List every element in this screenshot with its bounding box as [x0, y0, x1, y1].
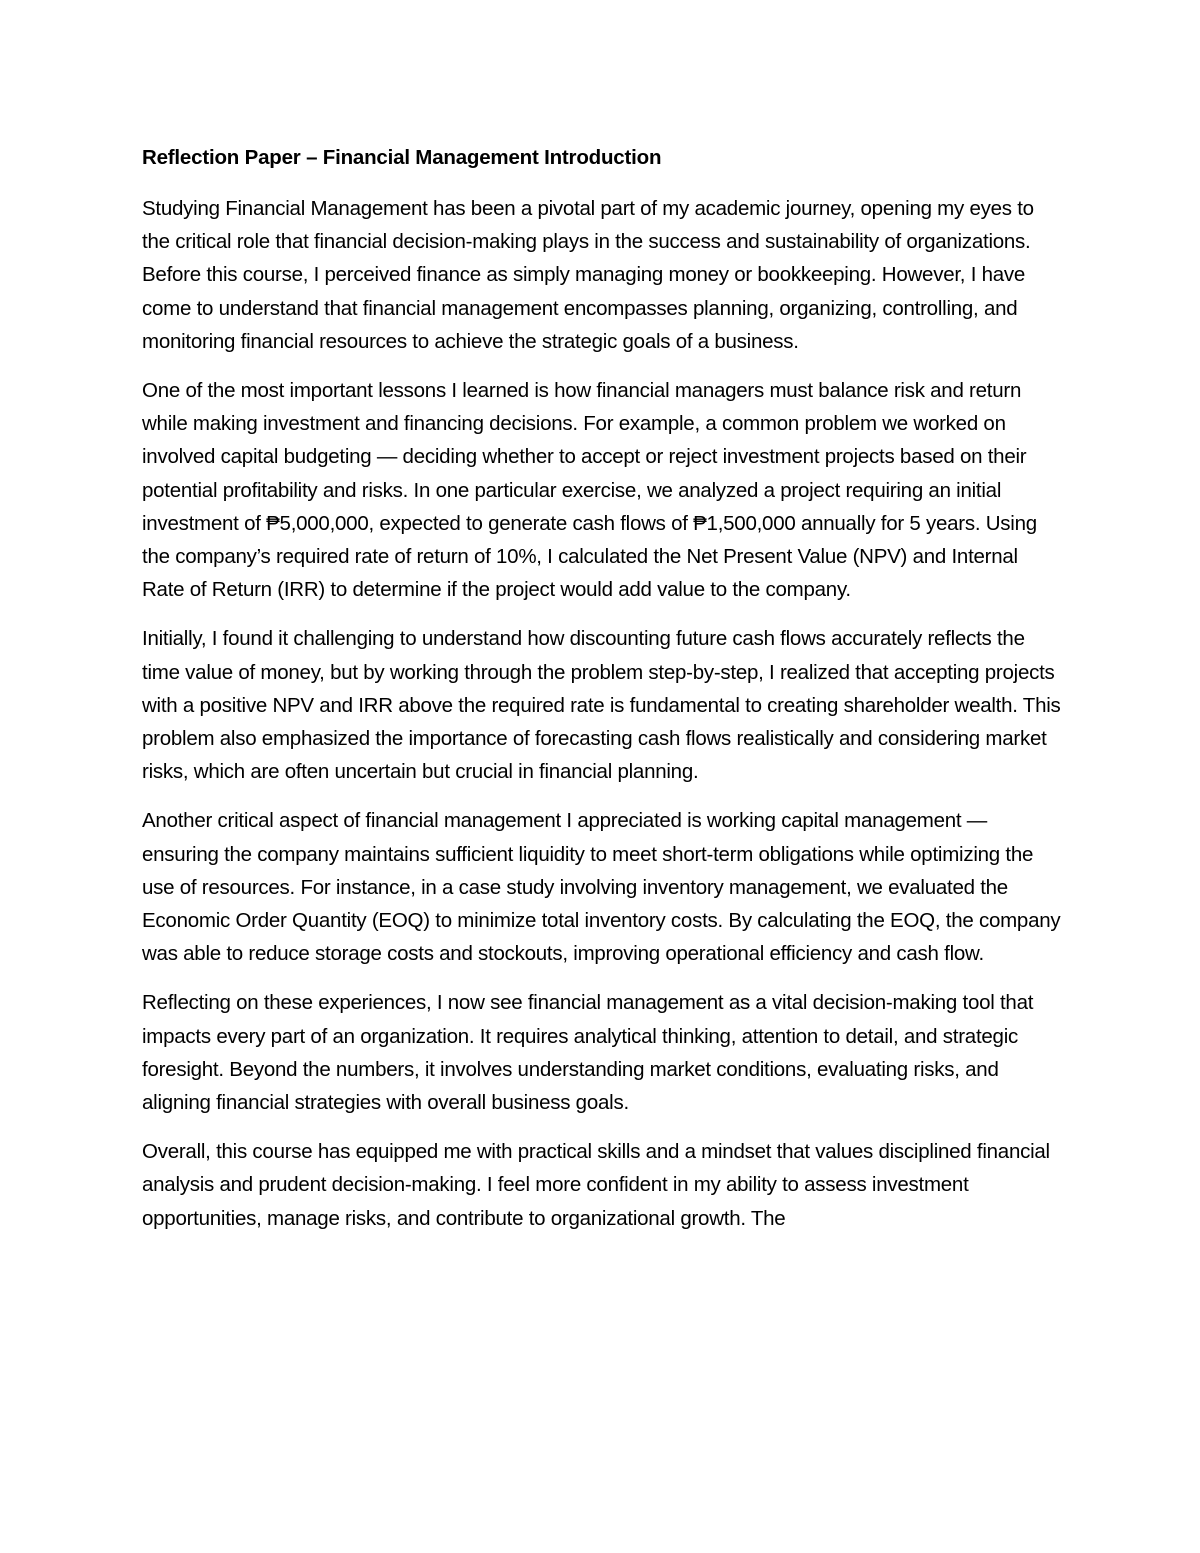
paragraph-discounting: Initially, I found it challenging to understand how discounting future cash flows accurately reflects the time value of money, but by working through the problem step-by-step, I realized that accepting projects with a positive NPV and IRR above the required rate is fundamental to creating shareholder wealth. This problem also emphasized the importance of forecasting cash flows realistically and considering market risks, which are often uncertain but crucial in financial planning. [142, 627, 1061, 784]
paragraph-risk-return: One of the most important lessons I learned is how financial managers must balance risk and return while making investment and financing decisions. For example, a common problem we worked on involved capital budgeting — deciding whether to accept or reject investment projects based on their potential profitability and risks. In one particular exercise, we analyzed a project requiring an initial investment of ₱5,000,000, expected to generate cash flows of ₱1,500,000 annually for 5 years. Using the company’s required rate of return of 10%, I calculated the Net Present Value (NPV) and Internal Rate of Return (IRR) to determine if the project would add value to the company. [142, 379, 1037, 602]
paragraph-reflection: Reflecting on these experiences, I now see financial management as a vital decision-making tool that impacts every part of an organization. It requires analytical thinking, attention to detail, and strategic foresight. Beyond the numbers, it involves understanding market conditions, evaluating risks, and aligning financial strategies with overall business goals. [142, 991, 1034, 1115]
paragraph-working-capital: Another critical aspect of financial management I appreciated is working capital management — ensuring the company maintains sufficient liquidity to meet short-term obligations while optimizing the use of resources. For instance, in a case study involving inventory management, we evaluated the Economic Order Quantity (EOQ) to minimize total inventory costs. By calculating the EOQ, the company was able to reduce storage costs and stockouts, improving operational efficiency and cash flow. [142, 809, 1061, 966]
document-page [142, 141, 1062, 1235]
paragraph-conclusion: Overall, this course has equipped me with practical skills and a mindset that values disciplined financial analysis and prudent decision-making. I feel more confident in my ability to assess investment opportunities, manage risks, and contribute to organizational growth. The [142, 1140, 1050, 1230]
paragraph-intro: Studying Financial Management has been a pivotal part of my academic journey, opening my eyes to the critical role that financial decision-making plays in the success and sustainability of organizations. Before this course, I perceived finance as simply managing money or bookkeeping. However, I have come to understand that financial management encompasses planning, organizing, controlling, and monitoring financial resources to achieve the strategic goals of a business. [142, 197, 1034, 353]
document-title: Reflection Paper – Financial Management Introduction [142, 146, 662, 169]
